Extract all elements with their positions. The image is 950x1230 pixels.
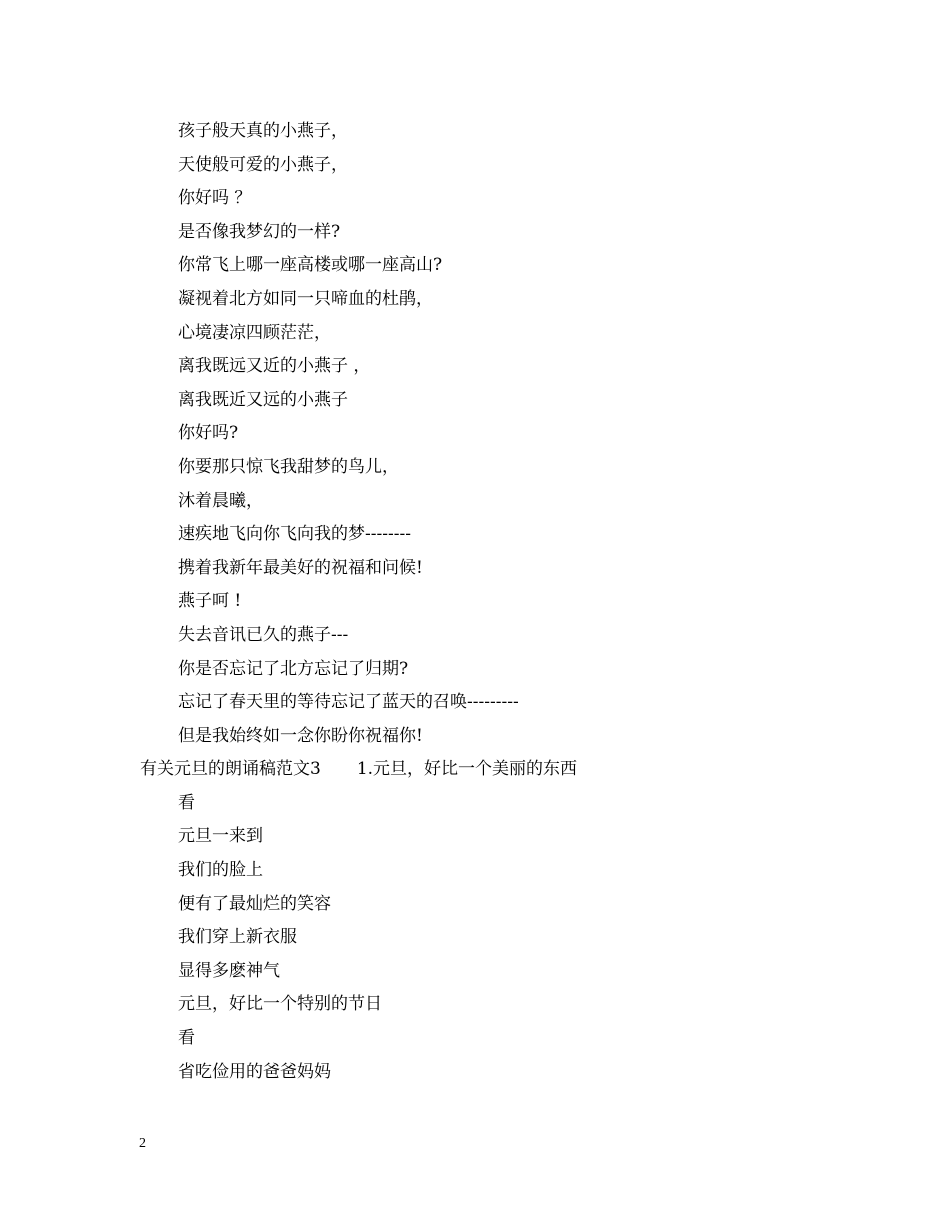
poem-line: 是否像我梦幻的一样? (178, 221, 341, 242)
poem-line: 显得多麽神气 (178, 960, 280, 981)
poem-line: 孩子般天真的小燕子， (178, 121, 348, 141)
poem-line: 天使般可爱的小燕子， (178, 154, 348, 175)
poem-line: 看 (178, 792, 195, 813)
document-body (140, 115, 840, 1089)
poem-line: 省吃俭用的爸爸妈妈 (178, 1061, 331, 1082)
poem-line: 你是否忘记了北方忘记了归期? (178, 658, 409, 679)
poem-line: 你好吗 ？ (178, 188, 252, 209)
poem-line: 携着我新年最美好的祝福和问候! (178, 557, 423, 578)
poem-line: 便有了最灿烂的笑容 (178, 893, 331, 914)
poem-line: 你好吗? (178, 423, 239, 444)
poem-line: 元旦一来到 (178, 826, 263, 847)
section-heading: 有关元旦的朗诵稿范文3 (140, 759, 321, 780)
poem-line: 我们的脸上 (178, 860, 263, 881)
poem-line: 失去音讯已久的燕子--- (178, 624, 349, 645)
poem-line: 我们穿上新衣服 (178, 927, 297, 948)
poem-line: 元旦，好比一个特别的节日 (178, 994, 382, 1015)
section-first-line: 1.元旦，好比一个美丽的东西 (356, 759, 578, 780)
poem-line: 你要那只惊飞我甜梦的鸟儿， (178, 456, 399, 477)
poem-line: 沐着晨曦， (178, 490, 263, 511)
poem-line: 离我既近又远的小燕子 (178, 389, 348, 410)
page-number: 2 (139, 1136, 146, 1151)
poem-line: 速疾地飞向你飞向我的梦-------- (178, 524, 411, 545)
poem-line: 离我既远又近的小燕子 ， (178, 356, 371, 377)
poem-line: 忘记了春天里的等待忘记了蓝天的召唤--------- (178, 692, 519, 713)
section-heading-line (140, 753, 840, 787)
poem-line: 燕子呵 ! (178, 591, 242, 612)
poem-line: 心境凄凉四顾茫茫， (178, 322, 331, 343)
poem-line: 你常飞上哪一座高楼或哪一座高山? (178, 255, 443, 276)
poem-line: 但是我始终如一念你盼你祝福你! (178, 725, 423, 746)
poem-line: 看 (178, 1028, 195, 1049)
poem-line: 凝视着北方如同一只啼血的杜鹃， (178, 288, 433, 309)
